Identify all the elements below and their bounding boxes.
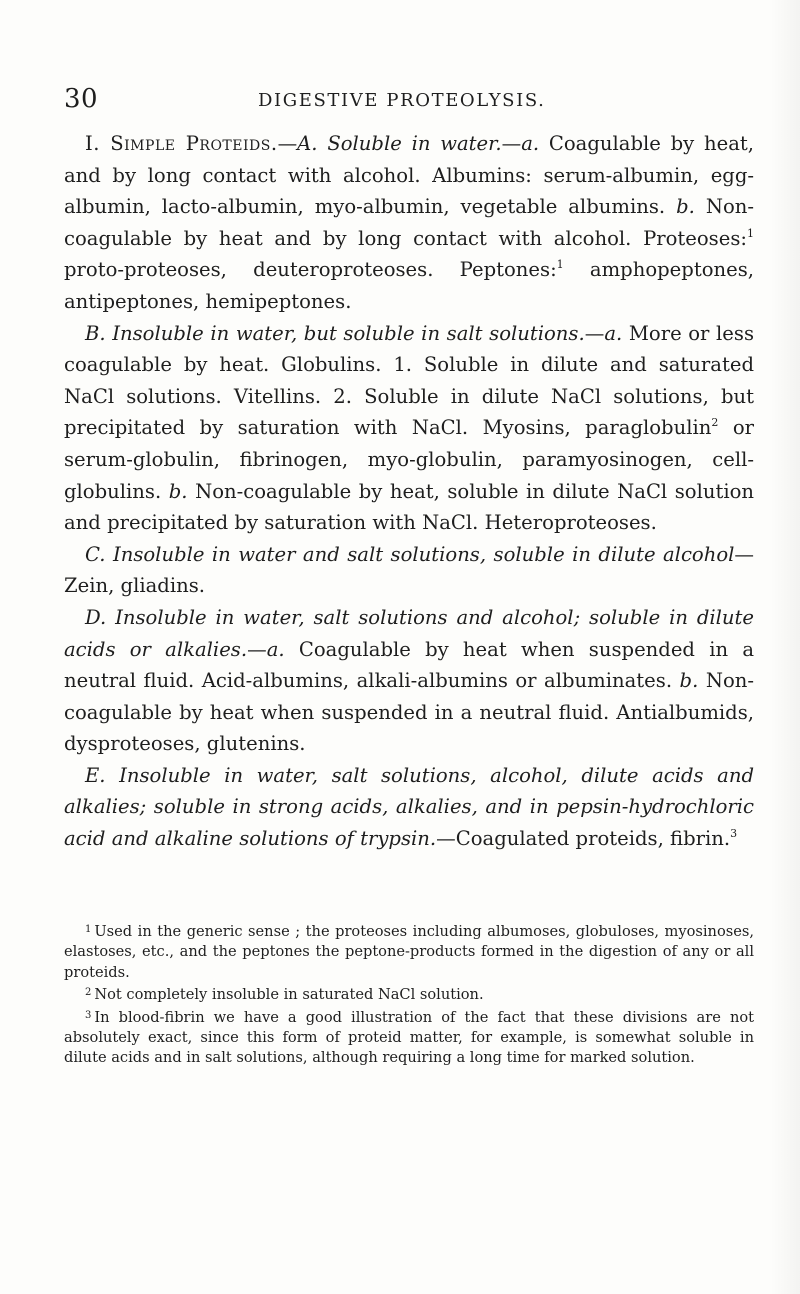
subclass-label: b. (679, 669, 699, 693)
subclass-text: Coagulable by heat, and by long contact with alcohol. Albumins: serum-albumin, egg-albumin, lacto-albumin, myo-albumin, vegetable albumins. (64, 132, 755, 219)
class-label: B. (85, 321, 106, 345)
footnote-text: In blood-fibrin we have a good illustration of the fact that these divisions are not absolutely exact, since this form of proteid matter, for example, is somewhat soluble in dilute acids and in salt solutions, although requiring a long time for marked solution. (64, 1008, 754, 1067)
section-text: —Zein, gliadins. (64, 542, 754, 598)
subclass-text: or serum-globulin, fibrinogen, myo-globulin, paramyosinogen, cell-globulins. (64, 416, 754, 503)
footnote-mark: 1 (85, 924, 92, 935)
subclass-text: Coagulable by heat when suspended in a neutral fluid. Acid-albumins, alkali-albumins or albuminates. (64, 637, 755, 693)
footnote-ref[interactable]: 1 (556, 258, 564, 272)
classification-text (64, 128, 754, 855)
footnote-ref[interactable]: 2 (711, 416, 719, 430)
subclass-text: Non-coagulable by heat, soluble in dilute NaCl solution and precipitated by saturation with NaCl. Heteroproteoses. (64, 479, 755, 535)
class-label: D. (85, 605, 107, 629)
subclass-label: a. (266, 637, 285, 661)
class-title: Insoluble in water, but soluble in salt solutions. (112, 321, 585, 345)
class-label: C. (85, 542, 106, 566)
footnote-mark: 2 (85, 987, 92, 999)
section-d: D. Insoluble in water, salt solutions and alcohol; soluble in dilute acids or alkalies.—a. Coagulable by heat when suspended in a neutral fluid. Acid-albumins, alkali-albumins or albuminates. b. Non-coagulable by heat when suspended in a neutral fluid. Antialbumids, dysproteoses, glutenins. (64, 605, 755, 756)
section-text: —Coagulated proteids, fibrin. (436, 827, 731, 851)
class-label: A. (297, 132, 318, 155)
class-title: Insoluble in water and salt solutions, soluble in dilute alcohol (112, 542, 735, 566)
class-title: Insoluble in water, salt solutions, alcohol, dilute acids and alkalies; soluble in strong acids, alkalies, and in pepsin-hydrochloric acid and alkaline solutions of trypsin. (64, 763, 754, 851)
class-title: Soluble in water. (327, 132, 502, 155)
footnote-ref[interactable]: 1 (747, 226, 754, 240)
footnotes (64, 920, 754, 1069)
section-simple-proteids-a: I. Simple Proteids.—A. Soluble in water.—a. Coagulable by heat, and by long contact with alcohol. Albumins: serum-albumin, egg-albumin, lacto-albumin, myo-albumin, vegetable albumins. b. Non-coagulable by heat and by long contact with alcohol. Proteoses:$^1$ proto-proteoses, deuteroproteoses. Peptones:$^1$ amphopeptones, antipeptones, hemipeptones. (64, 132, 755, 313)
footnote-text: Used in the generic sense ; the proteoses including albumoses, globuloses, myosinoses, elastoses, etc., and the peptones the peptone-products formed in the digestion of any or all proteids. (64, 923, 754, 981)
page-edge-shadow (770, 0, 800, 1294)
footnote (64, 983, 754, 1005)
footnote-ref[interactable]: 3 (730, 827, 738, 841)
running-title: DIGESTIVE PROTEOLYSIS. (258, 90, 546, 111)
page-number: 30 (64, 84, 99, 114)
subclass-text: More or less coagulable by heat. Globulins. 1. Soluble in dilute and saturated NaCl solutions. Vitellins. 2. Soluble in dilute NaCl solutions, but precipitated by saturation with NaCl. Myosins, paraglobulin (64, 321, 754, 440)
section-heading: I. Simple Proteids. (85, 132, 278, 155)
subclass-text: Non-coagulable by heat and by long contact with alcohol. Proteoses: (64, 195, 754, 250)
class-label: E. (85, 763, 106, 787)
subclass-label: a. (521, 132, 540, 155)
subclass-label: a. (604, 321, 623, 345)
footnote-text: Not completely insoluble in saturated NaCl solution. (94, 986, 484, 1004)
proteoses-list: proto-proteoses, deuteroproteoses. Peptones: (64, 258, 557, 282)
section-e (64, 760, 754, 855)
subclass-label: b. (676, 195, 695, 219)
subclass-label: b. (168, 479, 188, 503)
subclass-text: Non-coagulable by heat when suspended in a neutral fluid. Antialbumids, dysproteoses, glutenins. (64, 669, 755, 756)
footnote (64, 920, 754, 983)
footnote (64, 1006, 754, 1069)
class-title: Insoluble in water, salt solutions and alcohol; soluble in dilute acids or alkalies. (64, 605, 754, 661)
footnote-mark: 3 (85, 1009, 92, 1021)
section-c (64, 539, 754, 602)
peptones-list: amphopeptones, antipeptones, hemipeptones. (64, 258, 754, 313)
section-b: B. Insoluble in water, but soluble in salt solutions.—a. More or less coagulable by heat. Globulins. 1. Soluble in dilute and saturated NaCl solutions. Vitellins. 2. Soluble in dilute NaCl solutions, but precipitated by saturation with NaCl. Myosins, paraglobulin$^2$ or serum-globulin, fibrinogen, myo-globulin, paramyosinogen, cell-globulins. b. Non-coagulable by heat, soluble in dilute NaCl solution and precipitated by saturation with NaCl. Heteroproteoses. (64, 321, 755, 535)
